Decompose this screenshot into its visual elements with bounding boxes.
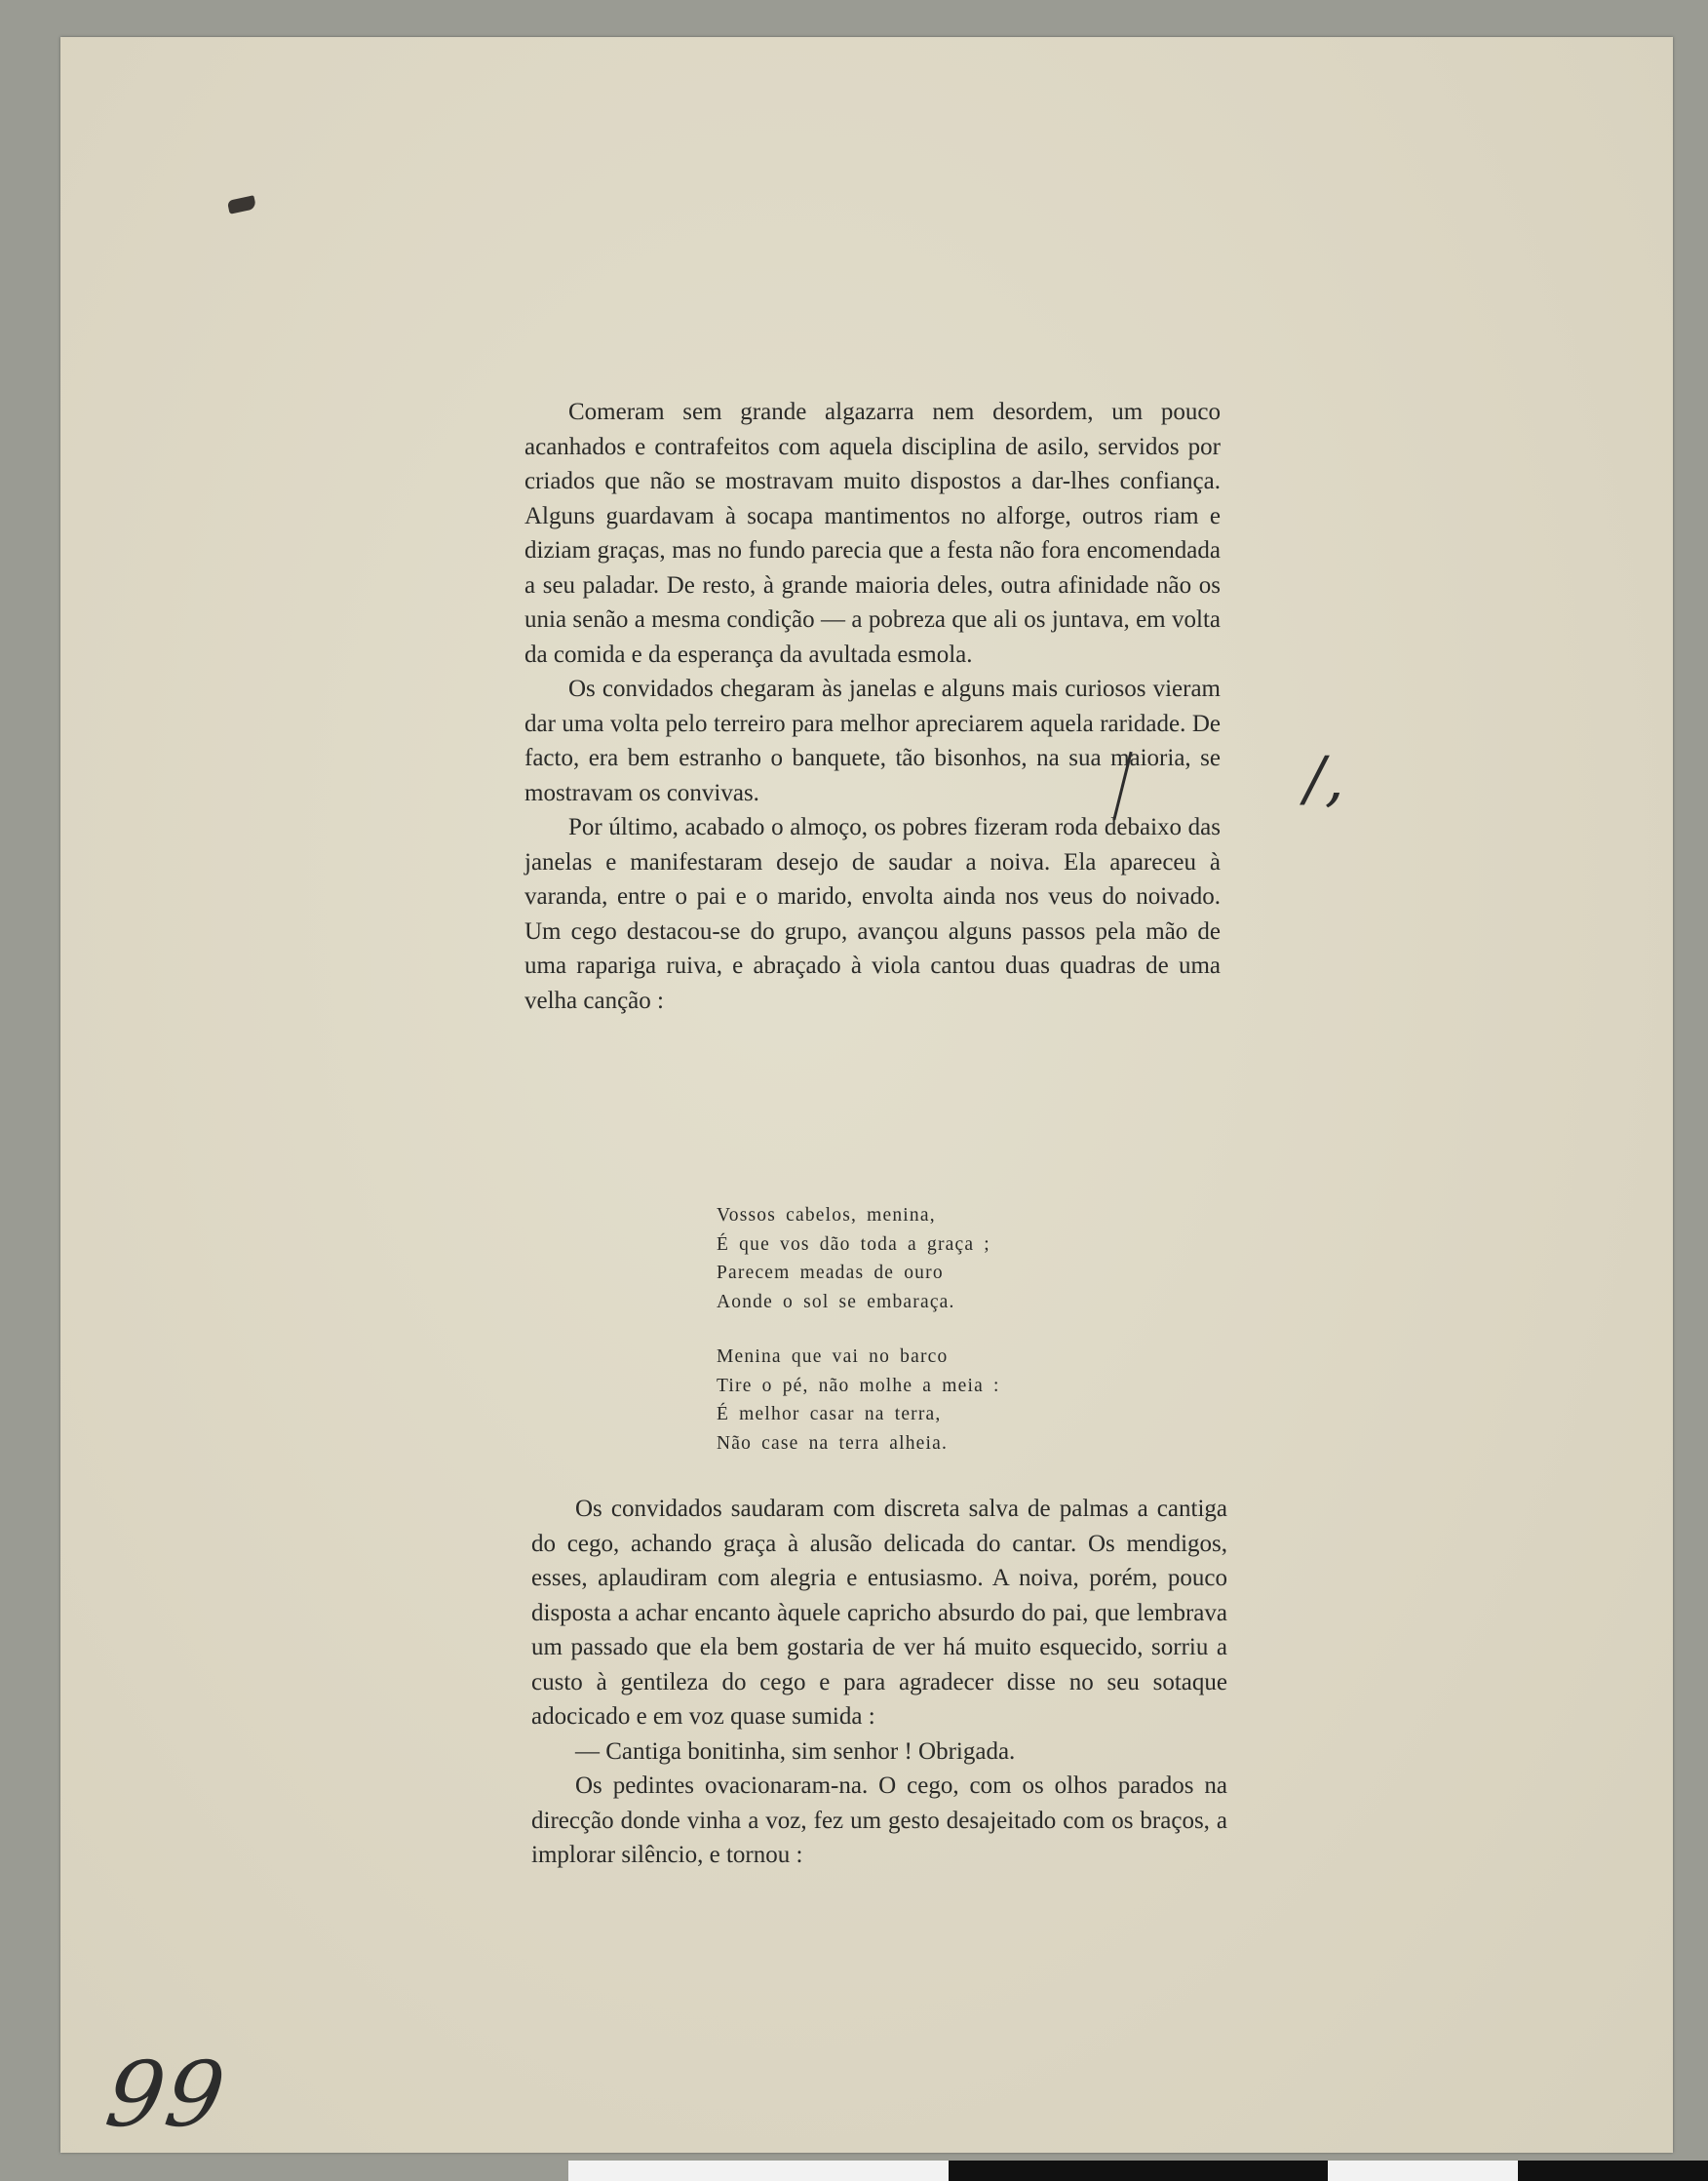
text-block-top <box>524 395 1221 1018</box>
scale-segment <box>1138 2161 1328 2181</box>
paragraph-3: Por último, acabado o almoço, os pobres fizeram roda debaixo das janelas e manifestaram desejo de saudar a noiva. Ela apareceu à varanda, entre o pai e o marido, envolta ainda nos veus do noivado. Um cego destacou-se do grupo, avançou alguns passos pela mão de uma rapariga ruiva, e abraçado à viola cantou duas quadras de uma velha canção : <box>524 814 1221 1014</box>
poem-stanza-2 <box>717 1343 1126 1458</box>
poem-line: Menina que vai no barco <box>717 1346 949 1367</box>
scale-segment <box>1518 2161 1708 2181</box>
poem-line: É que vos dão toda a graça ; <box>717 1233 990 1255</box>
paragraph-2: Os convidados chegaram às janelas e alguns mais curiosos vieram dar uma volta pelo terreiro para melhor apreciarem aquela raridade. De facto, era bem estranho o banquete, tão bisonhos, na sua maioria, se mostravam os convivas. <box>524 676 1221 806</box>
paragraph-4: Os convidados saudaram com discreta salva de palmas a cantiga do cego, achando graça à alusão delicada do cantar. Os mendigos, esses, aplaudiram com alegria e entusiasmo. A noiva, porém, pouco disposta a achar encanto àquele capricho absurdo do pai, que lembrava um passado que ela bem gostaria de ver há muito esquecido, sorriu a custo à gentileza do cego e para agradecer disse no seu sotaque adocicado e em voz quase sumida : <box>531 1496 1227 1730</box>
handwritten-page-number: 99 <box>99 2043 233 2147</box>
poem-line: Aonde o sol se embaraça. <box>717 1291 955 1312</box>
scale-segment <box>568 2161 758 2181</box>
scale-segment <box>758 2161 949 2181</box>
poem-line: Não case na terra alheia. <box>717 1432 949 1454</box>
scale-segment <box>949 2161 1139 2181</box>
poem-line: Tire o pé, não molhe a meia : <box>717 1375 1000 1396</box>
color-scale-bar <box>568 2161 1708 2181</box>
paragraph-1: Comeram sem grande algazarra nem desordem, um pouco acanhados e contrafeitos com aquela disciplina de asilo, servidos por criados que não se mostravam muito dispostos a dar-lhes confiança. Alguns guardavam à socapa mantimentos no alforge, outros riam e diziam graças, mas no fundo parecia que a festa não fora encomendada a seu paladar. De resto, à grande maioria deles, outra afinidade não os unia senão a mesma condição — a pobreza que ali os juntava, em volta da comida e da esperança da avultada esmola. <box>524 399 1221 668</box>
scale-segment <box>1328 2161 1518 2181</box>
pin-hole-mark <box>227 195 256 214</box>
paragraph-5: Os pedintes ovacionaram-na. O cego, com os olhos parados na direcção donde vinha a voz, fez um gesto desajeitado com os braços, a implorar silêncio, e tornou : <box>531 1772 1227 1868</box>
text-block-bottom <box>531 1492 1227 1873</box>
handwritten-margin-mark: /, <box>1304 743 1344 814</box>
poem-line: É melhor casar na terra, <box>717 1404 942 1424</box>
poem-line: Vossos cabelos, menina, <box>717 1205 936 1226</box>
poem-line: Parecem meadas de ouro <box>717 1263 944 1283</box>
dialogue-line: — Cantiga bonitinha, sim senhor ! Obrigada. <box>575 1737 1016 1765</box>
poem-stanza-1 <box>717 1201 1126 1316</box>
